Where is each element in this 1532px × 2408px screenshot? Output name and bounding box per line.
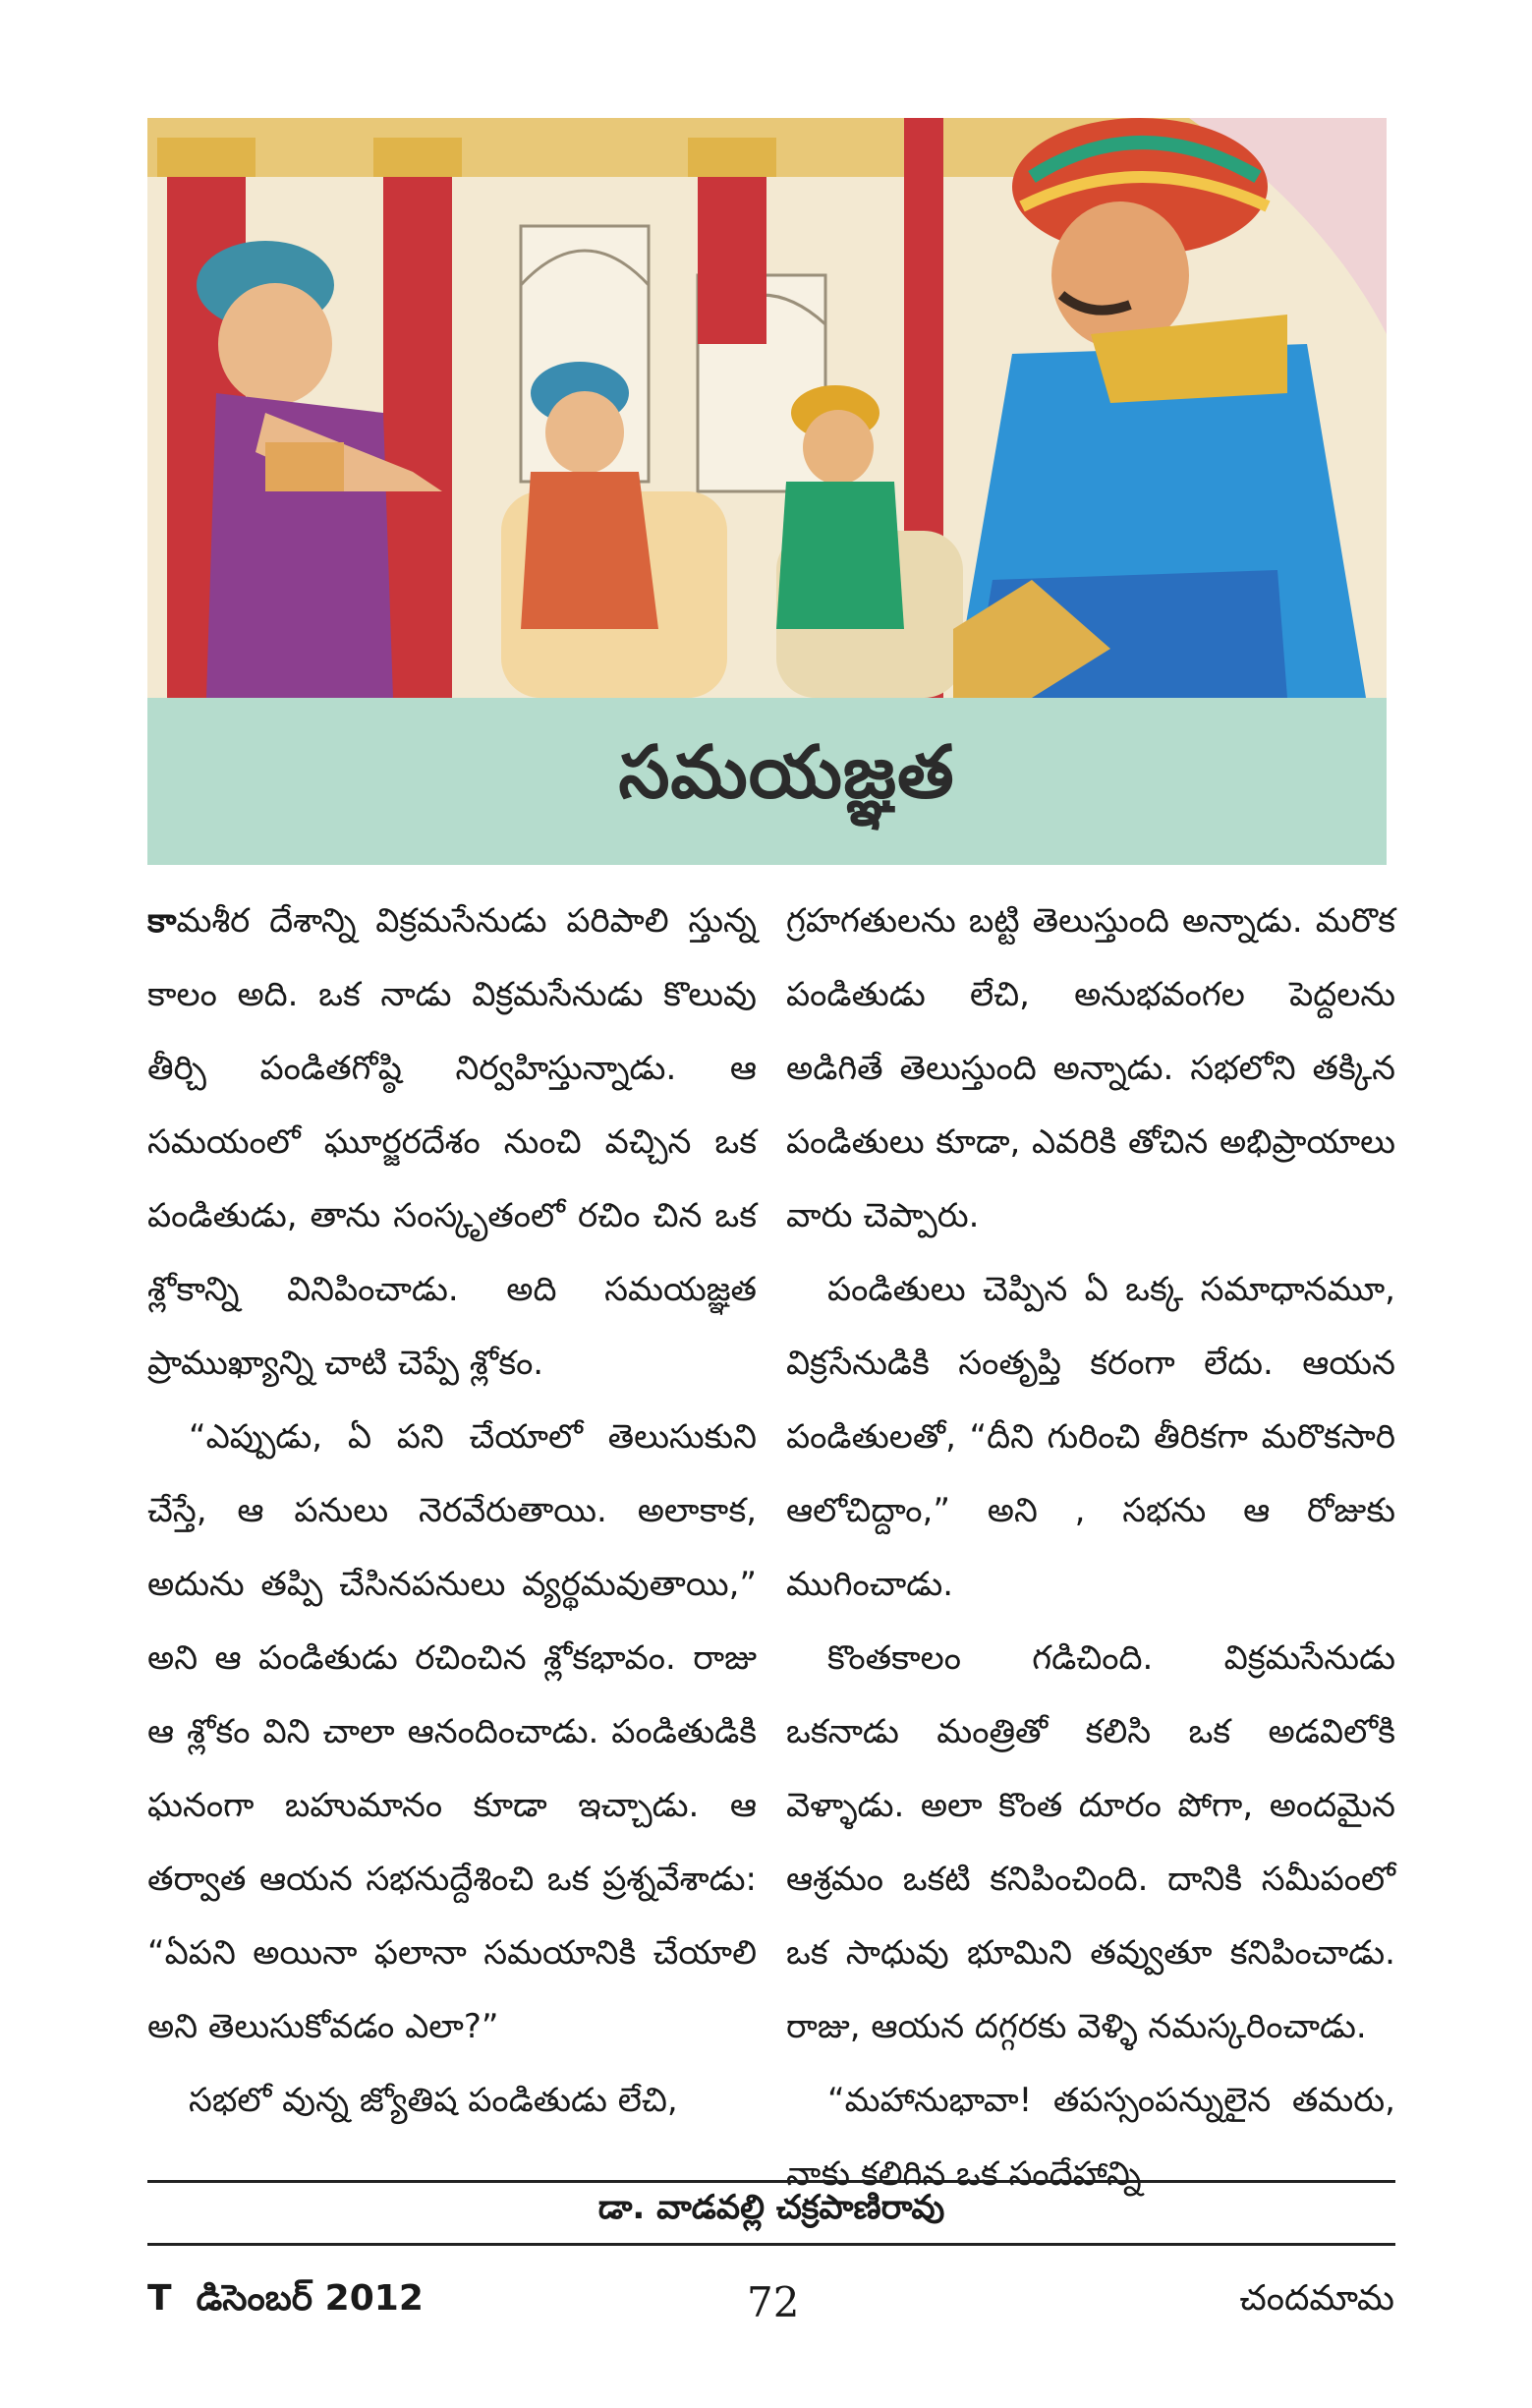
story-illustration — [147, 118, 1387, 698]
paragraph: “మహానుభావా! తపస్సంపన్నులైన తమరు, నాకు కలిగిన ఒక సందేహాన్ని — [786, 2081, 1395, 2194]
paragraph-text: మశీర దేశాన్ని విక్రమసేనుడు పరిపాలి స్తున్న కాలం అది. ఒక నాడు విక్రమసేనుడు కొలువు తీర్చి పండితగోష్ఠి నిర్వహిస్తున్నాడు. ఆ సమయంలో ఘూర్జరదేశం నుంచి వచ్చిన ఒక పండితుడు, తాను సంస్కృతంలో రచిం చిన ఒక శ్లోకాన్ని వినిపించాడు. అది సమయజ్ఞత ప్రాముఖ్యాన్ని చాటి చెప్పే శ్లోకం. — [147, 901, 757, 1383]
byline-bottom-rule — [147, 2243, 1395, 2246]
story-title: సమయజ్ఞత — [618, 730, 955, 815]
footer-magazine-name: చందమామ — [1239, 2278, 1394, 2319]
paragraph: గ్రహగతులను బట్టి తెలుస్తుంది అన్నాడు. మరొక పండితుడు లేచి, అనుభవంగల పెద్దలను అడిగితే తెలుస్తుంది అన్నాడు. సభలోని తక్కిన పండితులు కూడా, ఎవరికి తోచిన అభిప్రాయాలు వారు చెప్పారు. — [786, 901, 1395, 1235]
paragraph — [147, 885, 757, 1401]
paragraph: కొంతకాలం గడిచింది. విక్రమసేనుడు ఒకనాడు మంత్రితో కలిసి ఒక అడవిలోకి వెళ్ళాడు. అలా కొంత దూరం పోగా, అందమైన ఆశ్రమం ఒకటి కనిపించింది. దానికి సమీపంలో ఒక సాధువు భూమిని తవ్వుతూ కనిపించాడు. రాజు, ఆయన దగ్గరకు వెళ్ళి నమస్కరించాడు. — [786, 1638, 1395, 2046]
footer-issue-date: T డిసెంబర్ 2012 — [147, 2278, 424, 2319]
title-band — [147, 698, 1387, 865]
author-byline: డా. వాడవల్లి చక్రపాణిరావు — [597, 2188, 945, 2227]
page-number: 72 — [747, 2278, 800, 2326]
paragraph: “ఎప్పుడు, ఏ పని చేయాలో తెలుసుకుని చేస్తే, ఆ పనులు నెరవేరుతాయి. అలాకాక, అదును తప్పి చేసినపనులు వ్యర్థమవుతాయి,” అని ఆ పండితుడు రచించిన శ్లోకభావం. రాజు ఆ శ్లోకం విని చాలా ఆనందించాడు. పండితుడికి ఘనంగా బహుమానం కూడా ఇచ్చాడు. ఆ తర్వాత ఆయన సభనుద్దేశించి ఒక ప్రశ్నవేశాడు: “ఏపని అయినా ఫలానా సమయానికి చేయాలి అని తెలుసుకోవడం ఎలా?” — [147, 1417, 757, 2046]
right-column — [786, 885, 1395, 2211]
left-column — [147, 885, 757, 2138]
paragraph: పండితులు చెప్పిన ఏ ఒక్క సమాధానమూ, విక్రసేనుడికి సంతృప్తి కరంగా లేదు. ఆయన పండితులతో, “దీని గురించి తీరికగా మరొకసారి ఆలోచిద్దాం,” అని , సభను ఆ రోజుకు ముగించాడు. — [786, 1270, 1395, 1604]
drop-cap: కా — [147, 901, 177, 941]
byline-top-rule — [147, 2180, 1395, 2183]
paragraph: సభలో వున్న జ్యోతిష పండితుడు లేచి, — [189, 2081, 678, 2120]
court-scene-illustration — [147, 118, 1387, 698]
